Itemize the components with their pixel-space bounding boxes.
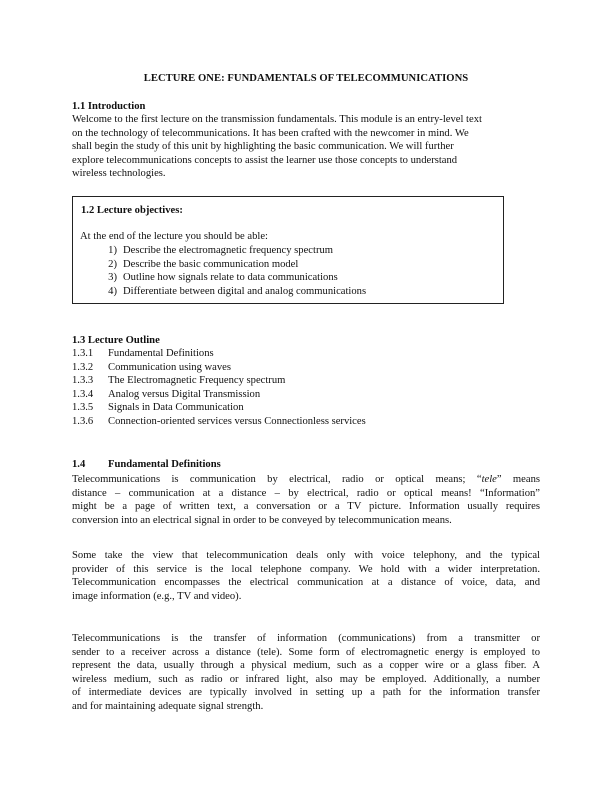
definitions-paragraph-3 xyxy=(72,632,540,714)
outline-item xyxy=(72,374,366,388)
paragraph-line: Welcome to the first lecture on the transmission fundamentals. This module is an entry-level text xyxy=(72,114,482,125)
objective-item xyxy=(99,258,366,272)
outline-number: 1.3.2 xyxy=(72,361,94,373)
paragraph-line: Some take the view that telecommunication deals only with voice telephony, and the typical xyxy=(72,550,540,561)
objectives-heading: 1.2 Lecture objectives: xyxy=(81,205,183,216)
outline-item xyxy=(72,415,366,429)
paragraph-line: Telecommunications is the transfer of information (communications) from a transmitter or xyxy=(72,633,540,644)
paragraph-line: of intermediate devices are typically involved in setting up a path for the information transfer xyxy=(72,687,540,699)
objective-text: Outline how signals relate to data communications xyxy=(123,272,338,284)
definitions-paragraph-2 xyxy=(72,549,540,603)
introduction-paragraph xyxy=(72,113,540,181)
objectives-box xyxy=(72,196,504,304)
objectives-intro: At the end of the lecture you should be able: xyxy=(80,231,268,242)
objective-number: 4) xyxy=(108,285,117,297)
outline-text: Signals in Data Communication xyxy=(108,402,244,414)
outline-text: Connection-oriented services versus Connectionless services xyxy=(108,415,366,427)
outline-item xyxy=(72,361,366,375)
paragraph-line: and for maintaining adequate signal strength. xyxy=(72,700,264,712)
paragraph-line: image information (e.g., TV and video). xyxy=(72,590,242,602)
paragraph-line: represent the data, usually through a physical medium, such as a copper wire or a glass fiber. A xyxy=(72,660,540,672)
outline-number: 1.3.4 xyxy=(72,388,94,400)
document-title: LECTURE ONE: FUNDAMENTALS OF TELECOMMUNICATIONS xyxy=(143,73,469,84)
objective-item xyxy=(99,285,366,299)
outline-number: 1.3.6 xyxy=(72,415,94,427)
paragraph-line: explore telecommunications concepts to assist the learner use those concepts to understand xyxy=(72,154,458,166)
paragraph-line xyxy=(72,473,540,487)
definitions-paragraph-1 xyxy=(72,473,540,527)
paragraph-line: on the technology of telecommunications. It has been crafted with the newcomer in mind. We xyxy=(72,127,469,139)
objective-text: Describe the electromagnetic frequency spectrum xyxy=(123,245,334,256)
definitions-heading-text: Fundamental Definitions xyxy=(108,459,221,470)
text-run: Telecommunications is communication by electrical, radio or optical means; “ xyxy=(72,474,482,485)
emphasis-tele: tele xyxy=(481,474,497,485)
paragraph-line: conversion into an electrical signal in order to be conveyed by telecommunication means. xyxy=(72,514,452,526)
outline-item xyxy=(72,401,366,415)
outline-text: Analog versus Digital Transmission xyxy=(108,388,261,400)
definitions-heading xyxy=(72,458,221,472)
outline-number: 1.3.5 xyxy=(72,402,94,414)
outline-text: Communication using waves xyxy=(108,361,231,373)
paragraph-line: wireless medium, such as radio or infrared light, also may be employed. Additionally, a number xyxy=(72,673,540,685)
objective-number: 3) xyxy=(108,272,117,284)
paragraph-line: sender to a receiver across a distance (tele). Some form of electromagnetic energy is employed to xyxy=(72,646,540,658)
outline-text: The Electromagnetic Frequency spectrum xyxy=(108,375,286,387)
objective-item xyxy=(99,244,366,258)
outline-text: Fundamental Definitions xyxy=(108,348,214,359)
definitions-heading-number: 1.4 xyxy=(72,459,86,470)
introduction-heading: 1.1 Introduction xyxy=(72,101,146,112)
outline-item xyxy=(72,388,366,402)
paragraph-line: distance – communication at a distance – by electrical, radio or optical means! “Information” xyxy=(72,487,540,499)
paragraph-line: provider of this service is the local telephone company. We hold with a wider interpretation. xyxy=(72,563,540,575)
paragraph-line: shall begin the study of this unit by highlighting the basic communication. We will further xyxy=(72,141,454,153)
paragraph-line: wireless technologies. xyxy=(72,168,166,180)
outline-number: 1.3.3 xyxy=(72,375,94,387)
objective-number: 2) xyxy=(108,258,117,270)
outline-heading: 1.3 Lecture Outline xyxy=(72,335,160,346)
text-run: ” means xyxy=(496,474,540,485)
objective-text: Describe the basic communication model xyxy=(123,258,299,270)
objectives-list xyxy=(99,244,366,298)
objective-text: Differentiate between digital and analog communications xyxy=(123,285,367,297)
paragraph-line: might be a page of written text, a conversation or a TV picture. Information usually requires xyxy=(72,501,540,513)
objective-number: 1) xyxy=(108,245,117,256)
outline-number: 1.3.1 xyxy=(72,348,94,359)
outline-list xyxy=(72,347,366,429)
outline-item xyxy=(72,347,366,361)
objective-item xyxy=(99,271,366,285)
paragraph-line: Telecommunication encompasses the electrical communication at a distance of voice, data, and xyxy=(72,577,540,589)
